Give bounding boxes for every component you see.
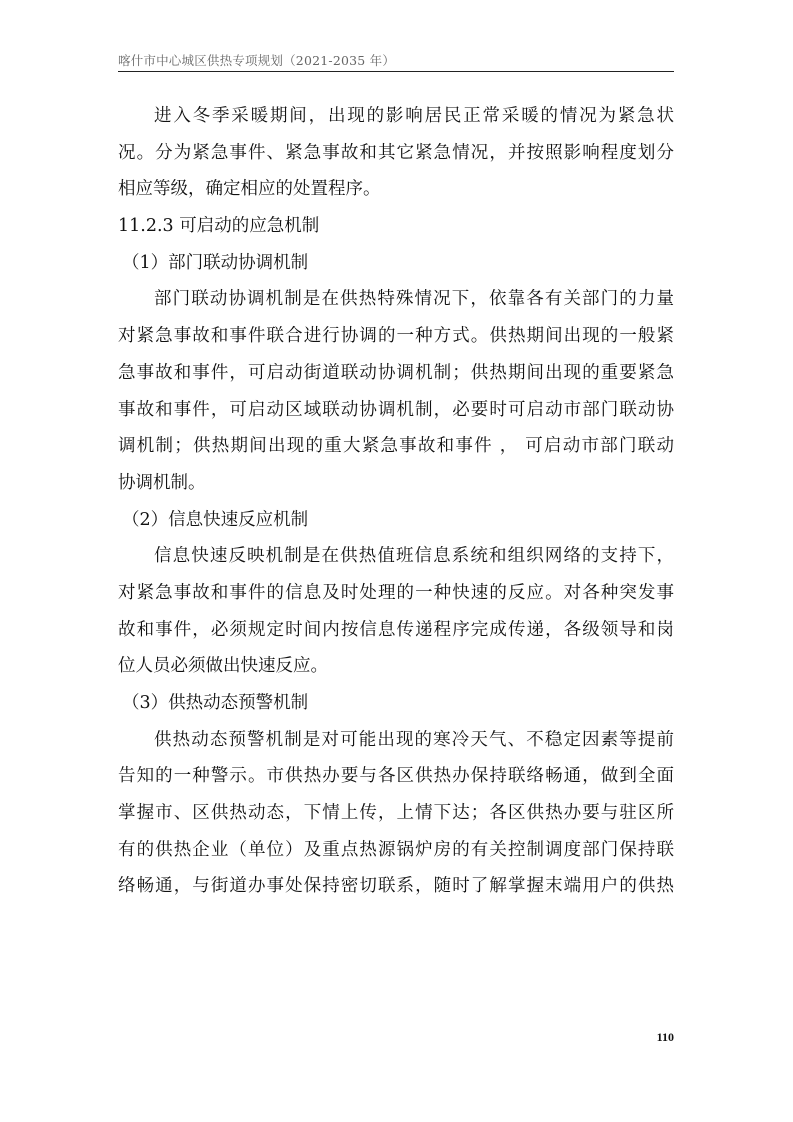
subsection-heading: （2）信息快速反应机制 — [122, 509, 309, 530]
paragraph-line: 对紧急事故和事件的信息及时处理的一种快速的反应。对各种突发事 — [118, 582, 674, 603]
section-heading: 11.2.3 可启动的应急机制 — [118, 216, 320, 237]
paragraph-line: 进入冬季采暖期间，出现的影响居民正常采暖的情况为紧急状 — [154, 106, 674, 126]
page-number: 110 — [656, 1030, 674, 1044]
paragraph-line: 信息快速反映机制是在供热值班信息系统和组织网络的支持下， — [154, 546, 674, 567]
running-header: 喀什市中心城区供热专项规划（2021-2035 年） — [118, 53, 396, 68]
paragraph-line: 位人员必须做出快速反应。 — [118, 656, 328, 677]
subsection-heading: （1）部门联动协调机制 — [122, 252, 309, 273]
paragraph-line: 络畅通，与街道办事处保持密切联系，随时了解掌握末端用户的供热 — [118, 876, 674, 897]
paragraph-line: 有的供热企业（单位）及重点热源锅炉房的有关控制调度部门保持联 — [118, 839, 674, 860]
paragraph-line: 协调机制。 — [118, 472, 206, 493]
document-body — [118, 98, 674, 905]
paragraph-line: 况。分为紧急事件、紧急事故和其它紧急情况，并按照影响程度划分 — [118, 142, 674, 163]
paragraph-line: 相应等级，确定相应的处置程序。 — [118, 179, 381, 200]
paragraph-line: 告知的一种警示。市供热办要与各区供热办保持联络畅通，做到全面 — [118, 766, 674, 787]
subsection-heading: （3）供热动态预警机制 — [122, 693, 309, 713]
header-rule — [118, 71, 674, 72]
paragraph-line: 急事故和事件，可启动街道联动协调机制；供热期间出现的重要紧急 — [118, 362, 674, 383]
paragraph-line: 掌握市、区供热动态，下情上传，上情下达；各区供热办要与驻区所 — [118, 803, 674, 824]
paragraph-line: 调机制；供热期间出现的重大紧急事故和事件 ， 可启动市部门联动 — [118, 436, 674, 457]
paragraph-line: 部门联动协调机制是在供热特殊情况下，依靠各有关部门的力量 — [154, 289, 674, 310]
paragraph-line: 事故和事件，可启动区域联动协调机制，必要时可启动市部门联动协 — [118, 399, 674, 420]
paragraph-line: 对紧急事故和事件联合进行协调的一种方式。供热期间出现的一般紧 — [118, 326, 674, 347]
paragraph-line: 故和事件，必须规定时间内按信息传递程序完成传递，各级领导和岗 — [118, 619, 674, 640]
paragraph-line: 供热动态预警机制是对可能出现的寒冷天气、不稳定因素等提前 — [154, 729, 674, 750]
